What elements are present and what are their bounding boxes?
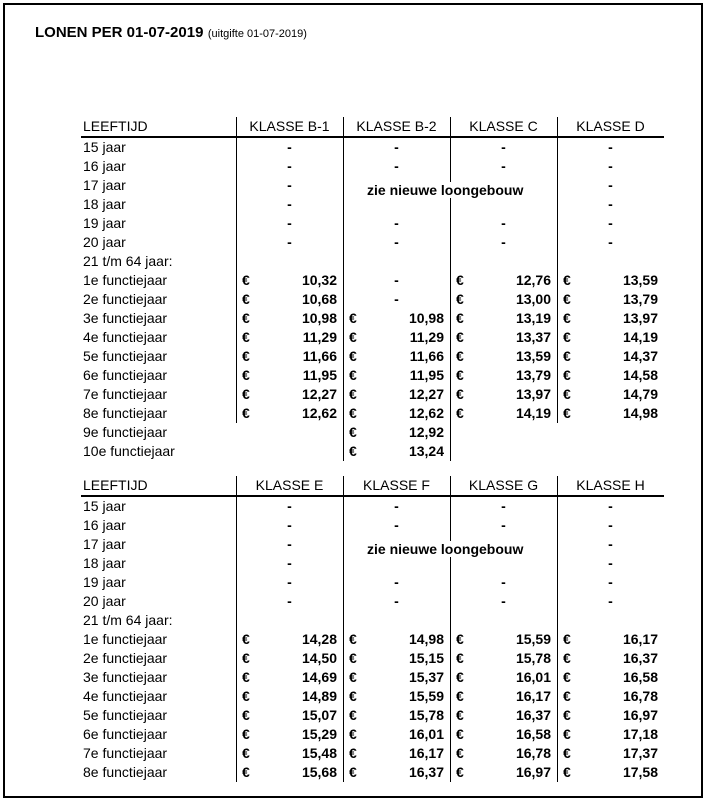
empty-dash: - bbox=[608, 574, 613, 590]
euro-sign: € bbox=[456, 669, 464, 685]
wage-value: 10,98 bbox=[408, 310, 444, 326]
header-label-leeftijd: LEEFTIJD bbox=[83, 118, 148, 134]
empty-dash: - bbox=[501, 234, 506, 250]
euro-sign: € bbox=[563, 405, 571, 421]
column-header: KLASSE H bbox=[576, 477, 645, 493]
column-header: KLASSE D bbox=[576, 118, 645, 134]
euro-sign: € bbox=[242, 367, 250, 383]
wage-value: 16,01 bbox=[515, 669, 551, 685]
empty-dash: - bbox=[287, 177, 292, 193]
empty-dash: - bbox=[608, 536, 613, 552]
wage-value: 16,97 bbox=[622, 707, 658, 723]
euro-sign: € bbox=[349, 329, 357, 345]
column-divider bbox=[236, 476, 237, 782]
euro-sign: € bbox=[242, 688, 250, 704]
empty-dash: - bbox=[608, 158, 613, 174]
wage-value: 15,48 bbox=[301, 745, 337, 761]
wage-table-e-h bbox=[81, 476, 664, 782]
wage-value: 16,17 bbox=[515, 688, 551, 704]
euro-sign: € bbox=[563, 367, 571, 383]
wage-table-b-d bbox=[81, 117, 664, 461]
wage-value: 11,66 bbox=[302, 348, 337, 364]
empty-dash: - bbox=[394, 234, 399, 250]
euro-sign: € bbox=[349, 348, 357, 364]
empty-dash: - bbox=[608, 177, 613, 193]
note-new-wage-structure: zie nieuwe loongebouw bbox=[367, 182, 524, 198]
euro-sign: € bbox=[242, 291, 250, 307]
euro-sign: € bbox=[563, 631, 571, 647]
euro-sign: € bbox=[242, 348, 250, 364]
euro-sign: € bbox=[242, 631, 250, 647]
row-label: 1e functiejaar bbox=[83, 272, 168, 288]
euro-sign: € bbox=[349, 688, 357, 704]
row-label: 4e functiejaar bbox=[83, 329, 168, 345]
euro-sign: € bbox=[456, 405, 464, 421]
euro-sign: € bbox=[242, 669, 250, 685]
column-divider bbox=[236, 117, 237, 423]
euro-sign: € bbox=[456, 764, 464, 780]
euro-sign: € bbox=[349, 367, 357, 383]
wage-value: 13,59 bbox=[515, 348, 551, 364]
wage-value: 16,17 bbox=[408, 745, 444, 761]
euro-sign: € bbox=[456, 272, 464, 288]
column-divider bbox=[343, 117, 344, 461]
wage-value: 15,59 bbox=[408, 688, 444, 704]
wage-value: 13,24 bbox=[408, 443, 444, 459]
wage-value: 15,37 bbox=[408, 669, 444, 685]
wage-row bbox=[81, 404, 664, 423]
row-label: 19 jaar bbox=[83, 215, 126, 231]
wage-value: 15,68 bbox=[301, 764, 337, 780]
empty-dash: - bbox=[394, 291, 399, 307]
wage-value: 13,79 bbox=[622, 291, 658, 307]
section-label: 21 t/m 64 jaar: bbox=[83, 253, 173, 269]
section-row bbox=[81, 611, 664, 630]
row-label: 3e functiejaar bbox=[83, 669, 168, 685]
euro-sign: € bbox=[242, 329, 250, 345]
column-header: KLASSE E bbox=[255, 477, 324, 493]
wage-value: 12,76 bbox=[515, 272, 551, 288]
empty-dash: - bbox=[501, 215, 506, 231]
empty-dash: - bbox=[608, 234, 613, 250]
wage-value: 16,97 bbox=[515, 764, 551, 780]
wage-value: 15,15 bbox=[408, 650, 444, 666]
row-label: 8e functiejaar bbox=[83, 405, 168, 421]
column-divider bbox=[450, 476, 451, 782]
empty-dash: - bbox=[287, 517, 292, 533]
wage-value: 15,78 bbox=[515, 650, 551, 666]
empty-dash: - bbox=[287, 536, 292, 552]
wage-row bbox=[81, 687, 664, 706]
euro-sign: € bbox=[242, 707, 250, 723]
empty-dash: - bbox=[608, 498, 613, 514]
age-row bbox=[81, 516, 664, 535]
euro-sign: € bbox=[563, 310, 571, 326]
wage-value: 14,58 bbox=[622, 367, 658, 383]
euro-sign: € bbox=[456, 745, 464, 761]
column-divider bbox=[450, 117, 451, 461]
row-label: 16 jaar bbox=[83, 158, 126, 174]
euro-sign: € bbox=[563, 650, 571, 666]
column-header: KLASSE C bbox=[469, 118, 538, 134]
wage-row bbox=[81, 649, 664, 668]
wage-value: 16,78 bbox=[515, 745, 551, 761]
wage-row bbox=[81, 385, 664, 404]
euro-sign: € bbox=[349, 669, 357, 685]
wage-value: 10,68 bbox=[301, 291, 337, 307]
wage-value: 16,37 bbox=[622, 650, 658, 666]
wage-value: 11,29 bbox=[409, 329, 444, 345]
euro-sign: € bbox=[456, 707, 464, 723]
wage-row bbox=[81, 668, 664, 687]
row-label: 1e functiejaar bbox=[83, 631, 168, 647]
wage-row bbox=[81, 328, 664, 347]
wage-value: 14,89 bbox=[301, 688, 337, 704]
column-divider bbox=[557, 476, 558, 782]
wage-row bbox=[81, 271, 664, 290]
empty-dash: - bbox=[394, 593, 399, 609]
empty-dash: - bbox=[394, 215, 399, 231]
euro-sign: € bbox=[456, 726, 464, 742]
wage-row bbox=[81, 423, 664, 442]
wage-value: 11,95 bbox=[409, 367, 444, 383]
wage-value: 15,78 bbox=[408, 707, 444, 723]
row-label: 5e functiejaar bbox=[83, 348, 168, 364]
wage-value: 14,98 bbox=[622, 405, 658, 421]
wage-value: 12,27 bbox=[408, 386, 444, 402]
wage-row bbox=[81, 347, 664, 366]
wage-value: 16,37 bbox=[515, 707, 551, 723]
wage-value: 14,37 bbox=[622, 348, 658, 364]
wage-value: 16,58 bbox=[515, 726, 551, 742]
table-header-row bbox=[81, 117, 664, 138]
euro-sign: € bbox=[242, 405, 250, 421]
euro-sign: € bbox=[242, 650, 250, 666]
empty-dash: - bbox=[287, 234, 292, 250]
wage-value: 16,37 bbox=[408, 764, 444, 780]
wage-value: 13,00 bbox=[515, 291, 551, 307]
title-main: LONEN PER 01-07-2019 bbox=[35, 24, 204, 41]
euro-sign: € bbox=[349, 310, 357, 326]
euro-sign: € bbox=[456, 688, 464, 704]
row-label: 10e functiejaar bbox=[83, 443, 175, 459]
euro-sign: € bbox=[456, 348, 464, 364]
euro-sign: € bbox=[563, 726, 571, 742]
row-label: 18 jaar bbox=[83, 555, 126, 571]
euro-sign: € bbox=[349, 650, 357, 666]
age-row bbox=[81, 573, 664, 592]
wage-row bbox=[81, 290, 664, 309]
empty-dash: - bbox=[394, 139, 399, 155]
empty-dash: - bbox=[608, 215, 613, 231]
section-label: 21 t/m 64 jaar: bbox=[83, 612, 173, 628]
wage-value: 16,58 bbox=[622, 669, 658, 685]
wage-row bbox=[81, 630, 664, 649]
empty-dash: - bbox=[501, 574, 506, 590]
row-label: 2e functiejaar bbox=[83, 650, 168, 666]
row-label: 9e functiejaar bbox=[83, 424, 168, 440]
empty-dash: - bbox=[287, 574, 292, 590]
euro-sign: € bbox=[242, 386, 250, 402]
age-row bbox=[81, 497, 664, 516]
age-row bbox=[81, 214, 664, 233]
wage-value: 13,97 bbox=[622, 310, 658, 326]
euro-sign: € bbox=[349, 386, 357, 402]
empty-dash: - bbox=[287, 139, 292, 155]
age-row bbox=[81, 592, 664, 611]
wage-row bbox=[81, 744, 664, 763]
euro-sign: € bbox=[563, 348, 571, 364]
column-divider bbox=[343, 476, 344, 782]
wage-row bbox=[81, 442, 664, 461]
wage-value: 14,19 bbox=[622, 329, 658, 345]
wage-value: 13,97 bbox=[515, 386, 551, 402]
wage-value: 11,95 bbox=[302, 367, 337, 383]
row-label: 16 jaar bbox=[83, 517, 126, 533]
euro-sign: € bbox=[349, 726, 357, 742]
euro-sign: € bbox=[242, 272, 250, 288]
euro-sign: € bbox=[456, 386, 464, 402]
wage-value: 15,07 bbox=[301, 707, 337, 723]
wage-row bbox=[81, 309, 664, 328]
wage-value: 11,66 bbox=[409, 348, 444, 364]
row-label: 7e functiejaar bbox=[83, 745, 168, 761]
wage-value: 11,29 bbox=[302, 329, 337, 345]
euro-sign: € bbox=[349, 764, 357, 780]
row-label: 19 jaar bbox=[83, 574, 126, 590]
euro-sign: € bbox=[456, 650, 464, 666]
row-label: 20 jaar bbox=[83, 234, 126, 250]
page-title bbox=[35, 24, 307, 42]
wage-value: 14,28 bbox=[301, 631, 337, 647]
empty-dash: - bbox=[287, 215, 292, 231]
column-header: KLASSE F bbox=[363, 477, 430, 493]
header-label-leeftijd: LEEFTIJD bbox=[83, 477, 148, 493]
wage-value: 10,98 bbox=[301, 310, 337, 326]
row-label: 17 jaar bbox=[83, 536, 126, 552]
wage-value: 12,92 bbox=[408, 424, 444, 440]
euro-sign: € bbox=[563, 669, 571, 685]
column-divider bbox=[557, 117, 558, 423]
table-header-row bbox=[81, 476, 664, 497]
empty-dash: - bbox=[394, 498, 399, 514]
empty-dash: - bbox=[501, 593, 506, 609]
wage-value: 14,79 bbox=[622, 386, 658, 402]
row-label: 17 jaar bbox=[83, 177, 126, 193]
column-header: KLASSE B-1 bbox=[249, 118, 330, 134]
row-label: 4e functiejaar bbox=[83, 688, 168, 704]
age-row bbox=[81, 138, 664, 157]
row-label: 15 jaar bbox=[83, 498, 126, 514]
euro-sign: € bbox=[563, 745, 571, 761]
empty-dash: - bbox=[287, 158, 292, 174]
empty-dash: - bbox=[501, 158, 506, 174]
euro-sign: € bbox=[563, 386, 571, 402]
empty-dash: - bbox=[287, 196, 292, 212]
euro-sign: € bbox=[563, 688, 571, 704]
wage-value: 14,19 bbox=[515, 405, 551, 421]
wage-value: 10,32 bbox=[301, 272, 337, 288]
row-label: 15 jaar bbox=[83, 139, 126, 155]
wage-value: 17,18 bbox=[622, 726, 658, 742]
wage-value: 13,37 bbox=[515, 329, 551, 345]
euro-sign: € bbox=[563, 272, 571, 288]
euro-sign: € bbox=[349, 631, 357, 647]
title-issue-date: (uitgifte 01-07-2019) bbox=[207, 28, 307, 40]
euro-sign: € bbox=[456, 291, 464, 307]
empty-dash: - bbox=[287, 498, 292, 514]
empty-dash: - bbox=[608, 555, 613, 571]
empty-dash: - bbox=[287, 593, 292, 609]
row-label: 20 jaar bbox=[83, 593, 126, 609]
empty-dash: - bbox=[394, 272, 399, 288]
row-label: 7e functiejaar bbox=[83, 386, 168, 402]
wage-value: 14,50 bbox=[301, 650, 337, 666]
column-header: KLASSE B-2 bbox=[356, 118, 437, 134]
wage-value: 13,59 bbox=[622, 272, 658, 288]
row-label: 18 jaar bbox=[83, 196, 126, 212]
euro-sign: € bbox=[563, 329, 571, 345]
euro-sign: € bbox=[349, 424, 357, 440]
row-label: 6e functiejaar bbox=[83, 367, 168, 383]
wage-value: 16,17 bbox=[622, 631, 658, 647]
empty-dash: - bbox=[394, 158, 399, 174]
wage-value: 15,59 bbox=[515, 631, 551, 647]
wage-value: 12,62 bbox=[408, 405, 444, 421]
row-label: 2e functiejaar bbox=[83, 291, 168, 307]
euro-sign: € bbox=[456, 310, 464, 326]
euro-sign: € bbox=[563, 707, 571, 723]
wage-value: 12,27 bbox=[301, 386, 337, 402]
empty-dash: - bbox=[501, 139, 506, 155]
euro-sign: € bbox=[456, 631, 464, 647]
row-label: 3e functiejaar bbox=[83, 310, 168, 326]
euro-sign: € bbox=[349, 707, 357, 723]
age-row bbox=[81, 157, 664, 176]
empty-dash: - bbox=[608, 139, 613, 155]
section-row bbox=[81, 252, 664, 271]
age-row bbox=[81, 233, 664, 252]
euro-sign: € bbox=[242, 726, 250, 742]
wage-value: 16,01 bbox=[408, 726, 444, 742]
wage-row bbox=[81, 366, 664, 385]
wage-value: 13,19 bbox=[515, 310, 551, 326]
wage-value: 13,79 bbox=[515, 367, 551, 383]
column-header: KLASSE G bbox=[468, 477, 539, 493]
wage-row bbox=[81, 725, 664, 744]
empty-dash: - bbox=[608, 196, 613, 212]
row-label: 8e functiejaar bbox=[83, 764, 168, 780]
euro-sign: € bbox=[563, 764, 571, 780]
euro-sign: € bbox=[349, 405, 357, 421]
euro-sign: € bbox=[242, 310, 250, 326]
euro-sign: € bbox=[242, 764, 250, 780]
euro-sign: € bbox=[456, 367, 464, 383]
wage-row bbox=[81, 763, 664, 782]
wage-value: 16,78 bbox=[622, 688, 658, 704]
wage-row bbox=[81, 706, 664, 725]
euro-sign: € bbox=[456, 329, 464, 345]
empty-dash: - bbox=[608, 517, 613, 533]
wage-value: 12,62 bbox=[301, 405, 337, 421]
wage-value: 15,29 bbox=[301, 726, 337, 742]
empty-dash: - bbox=[394, 574, 399, 590]
wage-value: 17,37 bbox=[622, 745, 658, 761]
wage-value: 17,58 bbox=[622, 764, 658, 780]
euro-sign: € bbox=[349, 745, 357, 761]
wage-value: 14,69 bbox=[301, 669, 337, 685]
empty-dash: - bbox=[287, 555, 292, 571]
euro-sign: € bbox=[563, 291, 571, 307]
row-label: 6e functiejaar bbox=[83, 726, 168, 742]
note-new-wage-structure: zie nieuwe loongebouw bbox=[367, 541, 524, 557]
empty-dash: - bbox=[501, 498, 506, 514]
empty-dash: - bbox=[394, 517, 399, 533]
row-label: 5e functiejaar bbox=[83, 707, 168, 723]
empty-dash: - bbox=[501, 517, 506, 533]
euro-sign: € bbox=[349, 443, 357, 459]
euro-sign: € bbox=[242, 745, 250, 761]
empty-dash: - bbox=[608, 593, 613, 609]
wage-value: 14,98 bbox=[408, 631, 444, 647]
